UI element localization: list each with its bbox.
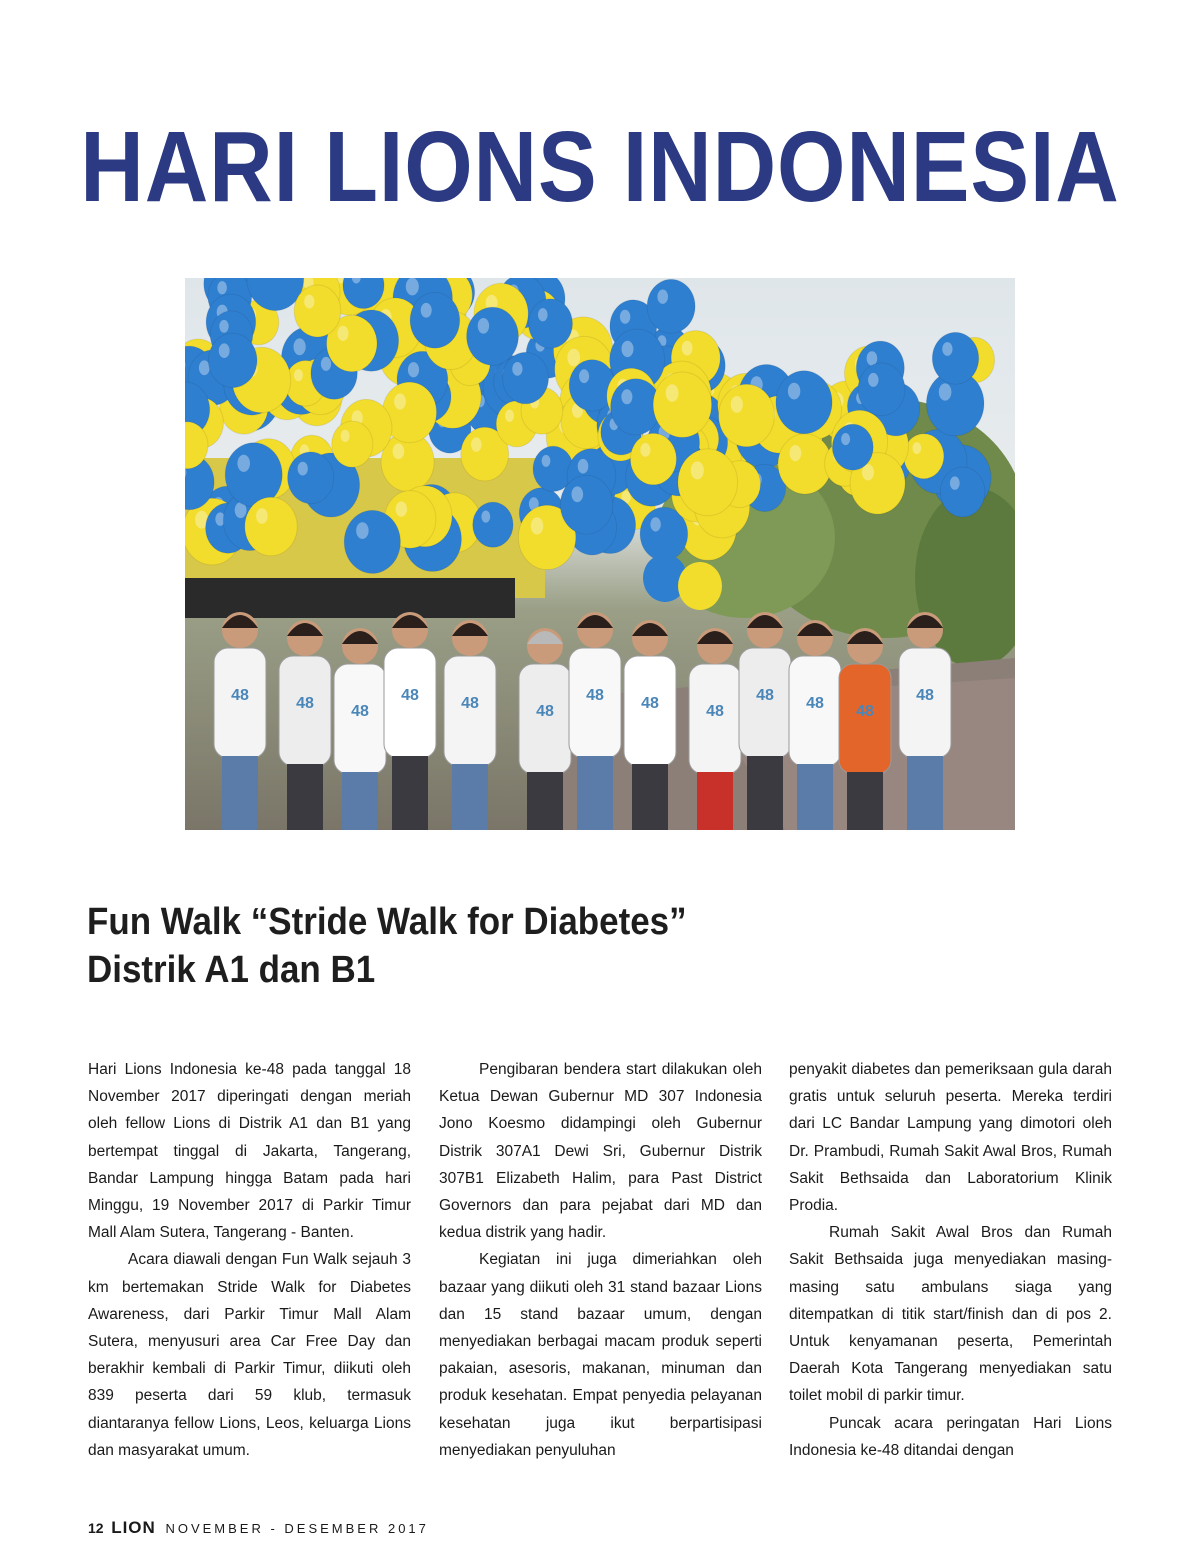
balloon-highlight xyxy=(256,508,268,524)
balloon xyxy=(647,279,695,333)
balloon-highlight xyxy=(505,410,514,422)
balloon-highlight xyxy=(321,357,331,371)
balloon-highlight xyxy=(621,389,632,404)
person-hair xyxy=(632,623,668,636)
balloon xyxy=(529,299,573,348)
balloon-highlight xyxy=(790,445,802,461)
paragraph: Puncak acara peringatan Hari Lions Indonesia ke-48 ditandai dengan xyxy=(789,1414,1112,1459)
balloon-highlight xyxy=(640,443,650,457)
article-column-2 xyxy=(439,1056,762,1464)
balloon xyxy=(560,475,612,534)
balloon xyxy=(410,293,460,349)
balloon-highlight xyxy=(478,318,489,334)
balloon-highlight xyxy=(682,341,693,356)
balloon-highlight xyxy=(471,437,482,451)
balloon-highlight xyxy=(396,501,407,516)
balloon xyxy=(940,467,985,517)
shirt-logo: 48 xyxy=(586,687,604,704)
balloon-highlight xyxy=(294,338,306,355)
person-hair xyxy=(452,623,488,636)
balloon-highlight xyxy=(912,442,921,454)
balloon-highlight xyxy=(338,326,349,341)
balloon-highlight xyxy=(531,517,544,534)
page-number: 12 xyxy=(88,1520,104,1536)
person-legs xyxy=(747,756,783,830)
balloon-highlight xyxy=(538,308,548,321)
person-hair xyxy=(287,623,323,636)
balloon-highlight xyxy=(356,522,368,539)
balloon xyxy=(932,332,978,384)
balloon-highlight xyxy=(622,341,634,357)
balloon xyxy=(653,372,711,437)
person-legs xyxy=(797,764,833,830)
balloon-highlight xyxy=(666,384,679,402)
balloon xyxy=(503,352,549,403)
page-footer xyxy=(88,1518,429,1538)
shirt-logo: 48 xyxy=(401,687,419,704)
shirt-logo: 48 xyxy=(916,687,934,704)
event-photo xyxy=(185,278,1015,830)
person-legs xyxy=(847,772,883,830)
held-balloon xyxy=(678,562,722,610)
balloon-highlight xyxy=(939,383,952,400)
balloon xyxy=(719,384,775,447)
person-hair xyxy=(577,615,613,628)
person-legs xyxy=(342,772,378,830)
balloon xyxy=(778,434,832,494)
balloon xyxy=(294,285,341,337)
balloon xyxy=(678,449,738,516)
balloon xyxy=(832,424,873,470)
balloon-highlight xyxy=(731,396,743,413)
balloon xyxy=(904,434,944,479)
paragraph: Kegiatan ini juga dimeriahkan oleh bazaar yang diikuti oleh 31 stand bazaar Lions dan 15 stand bazaar umum, dengan menyediakan berbagai macam produk seperti pakaian, asesoris, makanan, minuman dan produk kesehatan. Empat penyedia pelayanan kesehatan juga ikut berpartisipasi menyediakan penyuluhan xyxy=(439,1251,762,1459)
shirt-logo: 48 xyxy=(856,703,874,720)
paragraph: Pengibaran bendera start dilakukan oleh Ketua Dewan Gubernur MD 307 Indonesia Jono Koesmo didampingi oleh Gubernur Distrik 307A1 Dewi Sri, Gubernur Distrik 307B1 Elizabeth Halim, para Past District Governors dan para pejabat dari MD dan kedua distrik yang hadir. xyxy=(439,1061,762,1242)
balloon-highlight xyxy=(657,290,668,304)
person-legs xyxy=(577,756,613,830)
shirt-logo: 48 xyxy=(806,695,824,712)
balloon-highlight xyxy=(950,476,960,489)
shirt-logo: 48 xyxy=(706,703,724,720)
balloon-highlight xyxy=(421,303,432,318)
article-column-3 xyxy=(789,1056,1112,1464)
balloon-highlight xyxy=(572,486,584,502)
balloon-highlight xyxy=(691,461,704,479)
paragraph: Hari Lions Indonesia ke-48 pada tanggal 18 November 2017 diperingati dengan meriah oleh fellow Lions di Distrik A1 dan B1 yang bertempat tinggal di Jakarta, Tangerang, Bandar Lampung hingga Batam pada hari Minggu, 19 November 2017 di Parkir Timur Mall Alam Sutera, Tangerang - Banten. xyxy=(88,1061,411,1242)
person-legs xyxy=(222,756,258,830)
shirt-logo: 48 xyxy=(461,695,479,712)
issue-date: NOVEMBER - DESEMBER 2017 xyxy=(165,1521,429,1536)
balloon-highlight xyxy=(841,433,850,445)
balloon-highlight xyxy=(620,310,630,324)
balloon-highlight xyxy=(542,455,551,467)
balloon-release-photo-icon xyxy=(185,278,1015,830)
balloon xyxy=(473,502,513,547)
balloon-highlight xyxy=(942,342,952,356)
balloon xyxy=(344,510,400,573)
balloon-highlight xyxy=(579,369,589,383)
balloon xyxy=(630,433,676,484)
balloon xyxy=(858,363,905,416)
person-hair xyxy=(697,631,733,644)
paragraph: Acara diawali dengan Fun Walk sejauh 3 km bertemakan Stride Walk for Diabetes Awareness, dari Parkir Timur Mall Alam Sutera, menyusuri area Car Free Day dan berakhir kembali di Parkir Timur, diikuti oleh 839 peserta dari 59 klub, termasuk diantaranya fellow Lions, Leos, keluarga Lions dan masyarakat umum. xyxy=(88,1251,411,1459)
balloon-highlight xyxy=(567,349,580,367)
person-legs xyxy=(287,764,323,830)
balloon-highlight xyxy=(481,511,490,523)
shirt-logo: 48 xyxy=(231,687,249,704)
paragraph: Rumah Sakit Awal Bros dan Rumah Sakit Bethsaida juga menyediakan masing-masing satu ambulans siaga yang ditempatkan di titik start/finish dan di pos 2. Untuk kenyamanan peserta, Pemerintah Daerah Kota Tangerang menyediakan satu toilet mobil di parkir timur. xyxy=(789,1224,1112,1405)
balloon-highlight xyxy=(512,362,522,376)
balloon-highlight xyxy=(394,393,406,409)
balloon-highlight xyxy=(237,455,250,472)
page-headline: HARI LIONS INDONESIA xyxy=(80,111,1120,223)
shirt-logo: 48 xyxy=(536,703,554,720)
balloon-highlight xyxy=(578,459,589,474)
balloon-highlight xyxy=(217,281,227,294)
subheading-line-1: Fun Walk “Stride Walk for Diabetes” xyxy=(87,901,687,943)
subheading-line-2: Distrik A1 dan B1 xyxy=(87,949,376,991)
magazine-name: LION xyxy=(111,1518,156,1537)
person-legs xyxy=(632,764,668,830)
balloon xyxy=(776,371,832,434)
balloon-highlight xyxy=(341,430,350,442)
balloon-highlight xyxy=(298,462,308,476)
person-legs xyxy=(527,772,563,830)
person-legs xyxy=(907,756,943,830)
shirt-logo: 48 xyxy=(296,695,314,712)
balloon xyxy=(208,333,257,387)
balloon-highlight xyxy=(393,443,405,459)
balloon-highlight xyxy=(304,295,314,309)
article-subheading xyxy=(87,898,823,994)
balloon-highlight xyxy=(406,278,419,295)
balloon xyxy=(245,497,297,556)
person-hair xyxy=(342,631,378,644)
balloon xyxy=(288,452,334,504)
article-column-1 xyxy=(88,1056,411,1464)
person-legs xyxy=(392,756,428,830)
balloon xyxy=(332,421,373,467)
shirt-logo: 48 xyxy=(641,695,659,712)
paragraph: penyakit diabetes dan pemeriksaan gula darah gratis untuk seluruh peserta. Mereka terdiri dari LC Bandar Lampung yang dimotori oleh Dr. Prambudi, Rumah Sakit Awal Bros, Rumah Sakit Bethsaida dan Laboratorium Klinik Prodia. xyxy=(789,1061,1112,1215)
balloon xyxy=(467,307,519,365)
person-legs xyxy=(697,772,733,830)
balloon-highlight xyxy=(219,343,230,358)
balloon-highlight xyxy=(650,517,660,531)
balloon-highlight xyxy=(408,362,419,377)
balloon-highlight xyxy=(868,373,878,387)
shirt-logo: 48 xyxy=(756,687,774,704)
balloon-highlight xyxy=(788,383,800,400)
person-hair xyxy=(527,631,563,644)
balloon-highlight xyxy=(294,369,303,381)
shirt-logo: 48 xyxy=(351,703,369,720)
balloon-highlight xyxy=(219,320,228,333)
person-legs xyxy=(452,764,488,830)
